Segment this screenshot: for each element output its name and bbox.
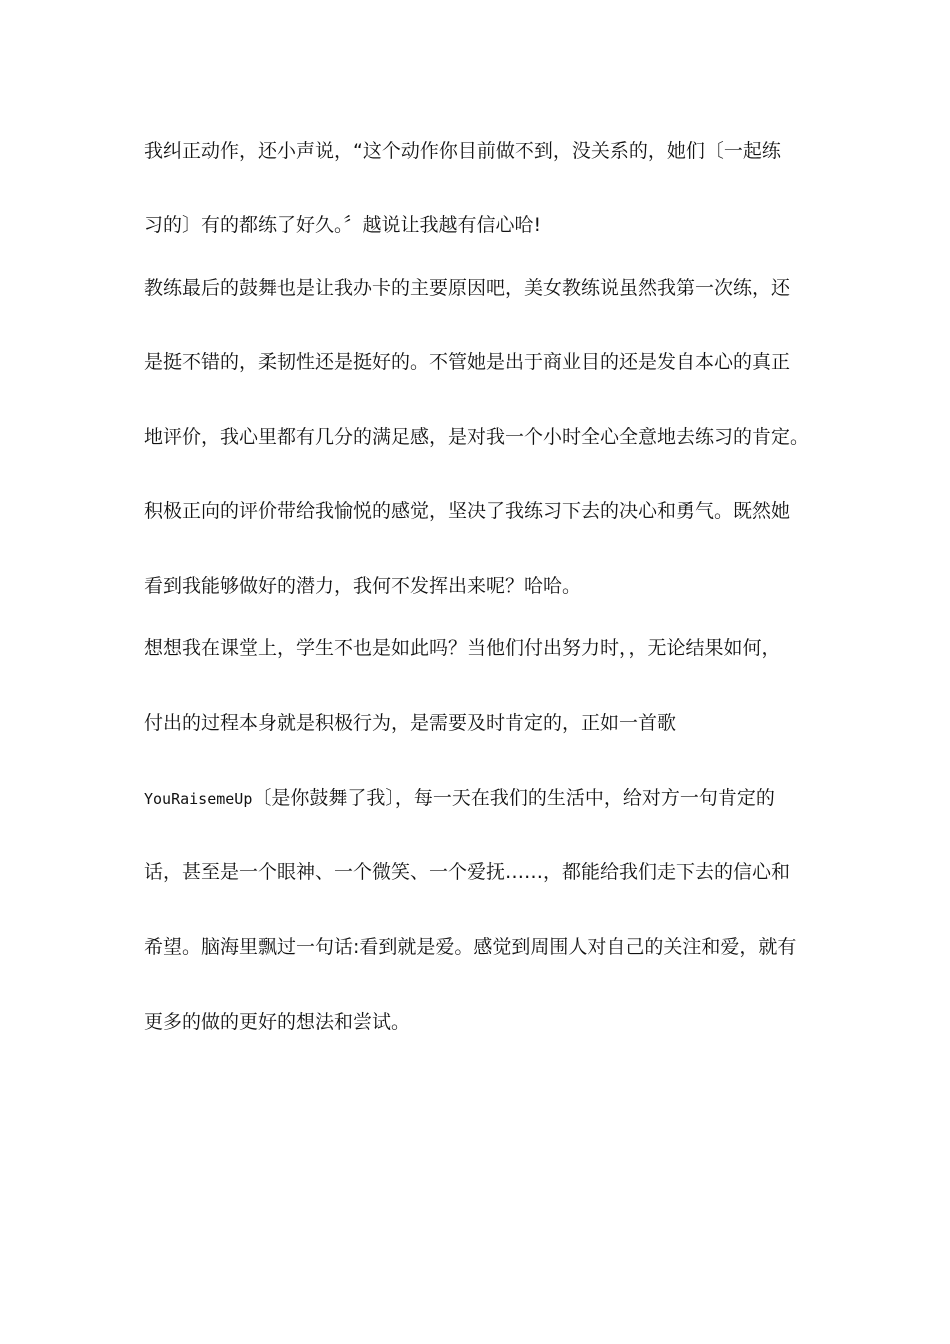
text-line: 习的〕有的都练了好久。〞越说让我越有信心哈! — [144, 214, 542, 236]
text-line: 地评价，我心里都有几分的满足感，是对我一个小时全心全意地去练习的肯定。 — [144, 426, 810, 448]
text-line: 是挺不错的，柔韧性还是挺好的。不管她是出于商业目的还是发自本心的真正 — [144, 351, 791, 373]
song-line-rest: 〔是你鼓舞了我〕，每一天在我们的生活中，给对方一句肯定的 — [252, 787, 775, 809]
text-line: 希望。脑海里飘过一句话:看到就是爱。感觉到周围人对自己的关注和爱，就有 — [144, 936, 797, 958]
text-line — [144, 786, 775, 811]
text-line: 看到我能够做好的潜力，我何不发挥出来呢？哈哈。 — [144, 575, 582, 597]
text-line: 想想我在课堂上，学生不也是如此吗？当他们付出努力时，，无论结果如何， — [144, 637, 781, 659]
song-title: YouRaisemeUp — [144, 790, 253, 808]
text-line: 话，甚至是一个眼神、一个微笑、一个爱抚……，都能给我们走下去的信心和 — [144, 861, 791, 883]
text-line: 积极正向的评价带给我愉悦的感觉，坚决了我练习下去的决心和勇气。既然她 — [144, 500, 791, 522]
text-line: 教练最后的鼓舞也是让我办卡的主要原因吧，美女教练说虽然我第一次练，还 — [144, 277, 791, 299]
text-line: 我纠正动作，还小声说，“这个动作你目前做不到，没关系的，她们〔一起练 — [144, 140, 781, 162]
text-line: 更多的做的更好的想法和尝试。 — [144, 1011, 411, 1033]
text-line: 付出的过程本身就是积极行为，是需要及时肯定的，正如一首歌 — [144, 712, 677, 734]
